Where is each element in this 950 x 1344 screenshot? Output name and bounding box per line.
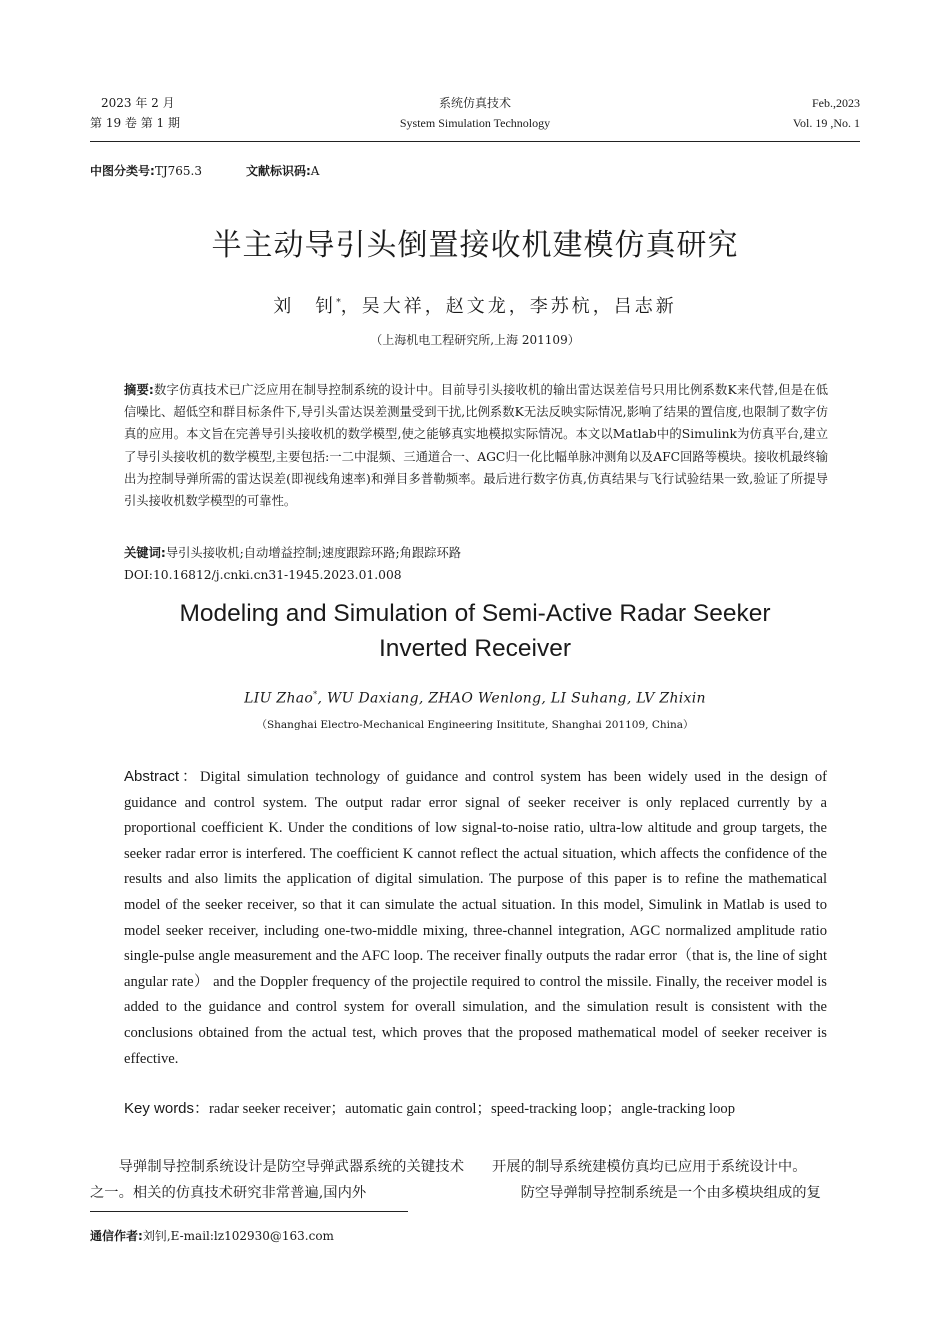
paper-title-en [0,596,950,666]
footnote-text: 刘钊,E-mail:lz102930@163.com [142,1229,334,1243]
corresponding-mark-en: * [313,690,318,699]
author-corresponding-cn: 刘 钊 [273,296,337,317]
body-right-line1: 开展的制导系统建模仿真均已应用于系统设计中。 [492,1159,807,1175]
keywords-cn [124,542,828,564]
header-volume-cn: 第 19 卷 第 1 期 [90,116,180,130]
co-authors-cn: ，吴大祥，赵文龙，李苏杭，吕志新 [340,296,677,317]
doc-code-label: 文献标识码: [245,164,311,178]
co-authors-en: , WU Daxiang, ZHAO Wenlong, LI Suhang, LV Zhixin [317,690,706,707]
header-date-cn: 2023 年 2 月 [101,96,175,110]
abstract-cn-label: 摘要: [124,383,154,397]
title-en-line2: Inverted Receiver [378,635,571,662]
affiliation-en: （Shanghai Electro-Mechanical Engineering Insititute, Shanghai 201109, China） [256,719,694,731]
authors-cn [0,292,950,318]
authors-en [0,690,950,707]
keywords-en [124,1096,827,1123]
clc-label: 中图分类号: [90,164,155,178]
journal-name-en: System Simulation Technology [399,116,551,130]
author-corresponding-en: LIU Zhao [244,690,314,707]
body-column-right [492,1154,862,1206]
classification-line [90,162,319,179]
clc-value: TJ765.3 [154,164,202,178]
corresponding-mark-cn: * [336,298,341,308]
title-en-line1: Modeling and Simulation of Semi-Active Radar Seeker [179,600,771,627]
body-right-line2: 防空导弹制导控制系统是一个由多模块组成的复 [520,1185,821,1201]
header-date-en: Feb.,2023 [812,96,860,110]
doi-line: DOI:10.16812/j.cnki.cn31-1945.2023.01.008 [124,568,402,582]
keywords-cn-text: 导引头接收机;自动增益控制;速度跟踪环路;角跟踪环路 [165,546,462,560]
abstract-en-label: Abstract： [124,768,200,785]
footnote-label: 通信作者: [90,1229,143,1243]
journal-name-cn: 系统仿真技术 [438,96,511,110]
doc-code-value: A [310,164,320,178]
keywords-cn-label: 关键词: [124,546,166,560]
abstract-en [124,764,827,1072]
abstract-cn [124,379,828,512]
abstract-cn-text: 数字仿真技术已广泛应用在制导控制系统的设计中。目前导引头接收机的输出雷达误差信号只用比例系数K来代替,但是在低信噪比、超低空和群目标条件下,导引头雷达误差测量受到干扰,比例系数K无法反映实际情况,影响了结果的置信度,也限制了数字仿真的应用。本文旨在完善导引头接收机的数学模型,使之能够真实地模拟实际情况。本文以Matlab中的Simulink为仿真平台,建立了导引头接收机的数学模型,主要包括:一二中混频、三通道合一、AGC归一化比幅单脉冲测角以及AFC回路等模块。接收机最终输出为控制导弹所需的雷达误差(即视线角速率)和弹目多普勒频率。最后进行数字仿真,仿真结果与飞行试验结果一致,验证了所提导引头接收机数学模型的可靠性。 [124,383,828,509]
footnote-corresponding-author [90,1227,334,1244]
header-rule [90,141,860,142]
header-volume-en: Vol. 19 ,No. 1 [792,116,860,130]
header-issue-en [793,93,860,133]
footnote-rule [90,1211,408,1212]
paper-title-cn: 半主动导引头倒置接收机建模仿真研究 [211,228,739,263]
body-column-left: 导弹制导控制系统设计是防空导弹武器系统的关键技术之一。相关的仿真技术研究非常普遍,国内外 [90,1159,464,1201]
keywords-en-label: Key words： [124,1100,210,1117]
keywords-en-text: radar seeker receiver；automatic gain control；speed-tracking loop；angle-tracking loop [209,1101,735,1117]
abstract-en-text: Digital simulation technology of guidance and control system has been widely used in the design of guidance and control system. The output radar error signal of seeker receiver is only replaced currently by a proportional coefficient K. Under the conditions of low signal-to-noise ratio, ultra-low altitude and group targets, the seeker radar error is interfered. The coefficient K cannot reflect the actual situation, which affects the confidence of the results and also limits the application of digital simulation. The purpose of this paper is to refine the mathematical model of the seeker receiver, so that it can simulate the actual situation. In this model, Simulink in Matlab is used to model seeker receiver, including one-two-middle mixing, three-channel integration, AGC normalized amplitude ratio single-pulse angle measurement and the AFC loop. The receiver finally outputs the radar error（that is, the line of sight angular rate） and the Doppler frequency of the projectile required to control the missile. Finally, the receiver model is added to the guidance and control system for overall simulation, and the simulation result is consistent with the conclusions obtained from the actual test, which proves that the proposed mathematical model of seeker receiver is effective. [124,769,827,1067]
affiliation-cn: （上海机电工程研究所,上海 201109） [370,333,580,347]
